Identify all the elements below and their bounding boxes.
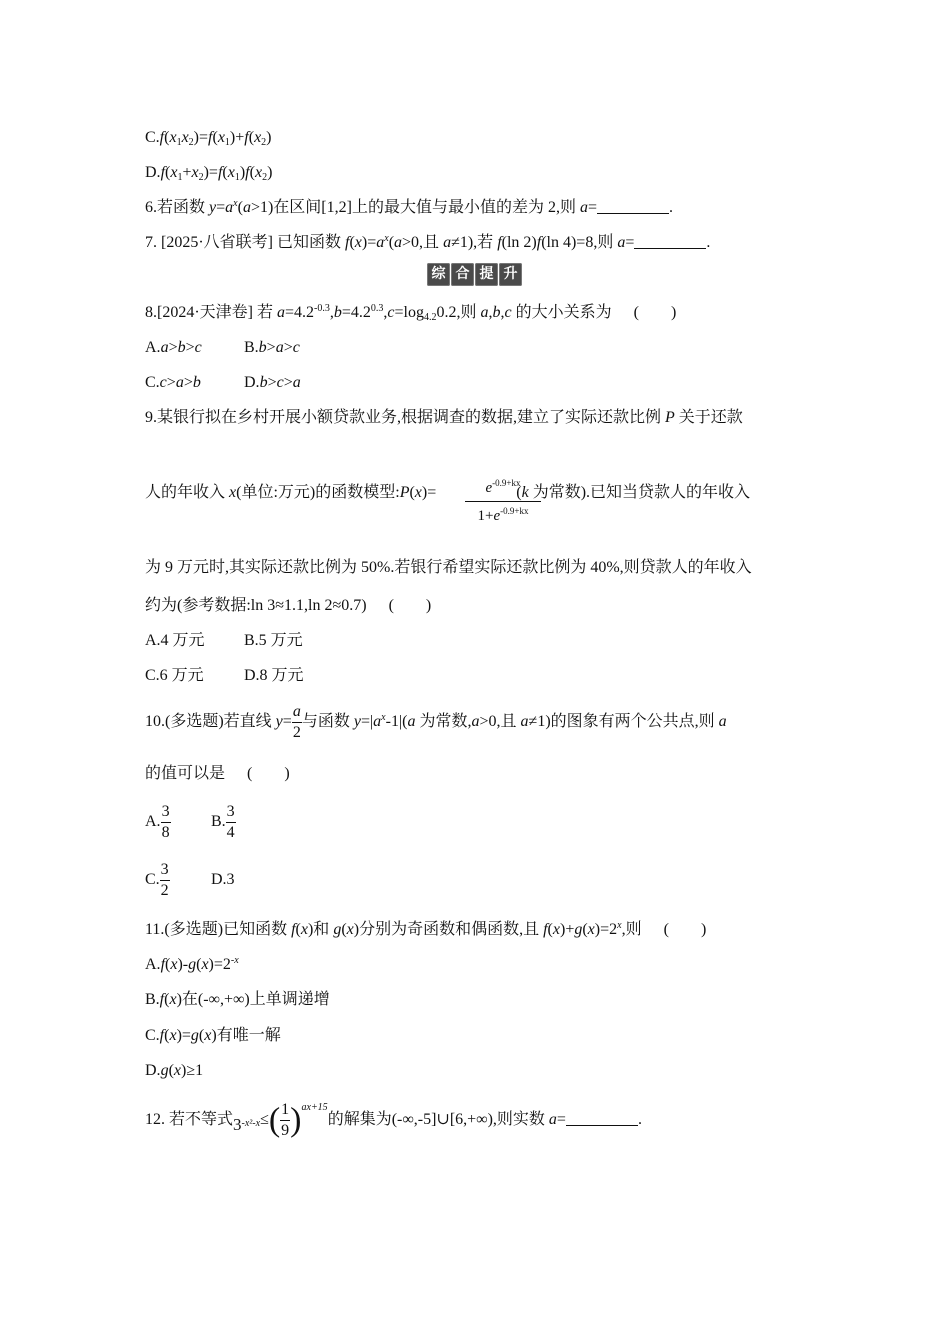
answer-paren[interactable]: ( ) — [247, 765, 290, 782]
q10-option-d[interactable]: D.3 — [211, 871, 235, 888]
answer-paren[interactable]: ( ) — [663, 921, 707, 938]
badge-char: 合 — [451, 263, 474, 286]
question-10-line1: 10.(多选题)若直线 y= $\frac{a}{2}$ 与函数 $y=|a^x-1|(a$ 为常数,a>0,且 a≠1)的图象有两个公共点,则 a — [145, 702, 727, 741]
q5-option-c: $C.f(x_1x_2)=f(x_1)+f(x_2)$ — [145, 129, 272, 148]
question-9-line1: 9.某银行拟在乡村开展小额贷款业务,根据调查的数据,建立了实际还款比例 P 关于还款 — [145, 409, 743, 426]
q11-option-b[interactable]: B.f(x)在(-∞,+∞)上单调递增 — [145, 991, 330, 1008]
q9-option-d[interactable]: D.8 万元 — [244, 667, 304, 684]
q8-option-a[interactable]: A.a>b>c — [145, 339, 202, 356]
q9-model-fraction — [465, 480, 541, 525]
fraction: $\frac{1}{9}$ — [281, 1100, 290, 1139]
q9-option-a[interactable]: A.4 万元 — [145, 632, 205, 649]
question-9-line3: 为 9 万元时,其实际还款比例为 50%.若银行希望实际还款比例为 40%,则贷款人的年收入 — [145, 559, 752, 576]
answer-blank[interactable] — [597, 199, 669, 214]
q10-option-a[interactable]: A. $\frac{3}{8}$ — [145, 802, 170, 841]
q5-option-d: $D.f(x_1+x_2)=f(x_1)f(x_2)$ — [145, 164, 273, 183]
question-11: 11.(多选题)已知函数 f(x)和 g(x)分别为奇函数和偶函数,且 $f(x)+g(x)=2^x$,则 ( ) — [145, 920, 707, 938]
fraction: $\frac{a}{2}$ — [292, 702, 301, 741]
fraction: $\frac{3}{4}$ — [226, 802, 235, 841]
q8-option-c[interactable]: C.c>a>b — [145, 374, 201, 391]
answer-blank[interactable] — [634, 234, 706, 249]
question-10-line2: 的值可以是 ( ) — [145, 765, 290, 782]
q10-options-ab — [145, 800, 236, 844]
q11-option-d[interactable]: D.g(x)≥1 — [145, 1062, 204, 1079]
answer-paren[interactable]: ( ) — [633, 304, 677, 321]
answer-blank[interactable] — [566, 1111, 638, 1126]
q10-options-cd — [145, 858, 235, 902]
q11-option-c[interactable]: C.f(x)=g(x)有唯一解 — [145, 1027, 281, 1044]
q10-option-c[interactable]: C. $\frac{3}{2}$ — [145, 860, 169, 899]
fraction: $\frac{3}{2}$ — [160, 860, 169, 899]
fraction-denominator: $1+e^{-0.9+kx}$ — [477, 506, 529, 524]
q9-option-b[interactable]: B.5 万元 — [244, 632, 303, 649]
question-8: 8.[2024·天津卷] 若 $a=4.2^{-0.3},b=4.2^{0.3},c=\log_{4.2}0.2$,则 a,b,c 的大小关系为 ( ) — [145, 303, 677, 323]
q8-option-d[interactable]: D.b>c>a — [244, 374, 301, 391]
question-9-line4: 约为(参考数据:ln 3≈1.1,ln 2≈0.7) ( ) — [145, 597, 432, 614]
badge-char: 提 — [475, 263, 498, 286]
question-6: 6.若函数 $y=a^x(a>1)$在区间[1,2]上的最大值与最小值的差为 2,则 a= . — [145, 198, 673, 216]
q8-options-cd — [145, 373, 301, 393]
q10-option-b[interactable]: B. $\frac{3}{4}$ — [211, 802, 235, 841]
q9-option-c[interactable]: C.6 万元 — [145, 667, 204, 684]
fraction: $\frac{3}{8}$ — [161, 802, 170, 841]
question-9-line2: 人的年收入 x(单位:万元)的函数模型:P(x)= (k 为常数).已知当贷款人的年收入 — [145, 484, 751, 501]
q9-options-ab — [145, 631, 303, 651]
q8-options-ab — [145, 338, 300, 358]
answer-paren[interactable]: ( ) — [388, 597, 432, 614]
badge-char: 升 — [499, 263, 522, 286]
q11-option-a[interactable]: $A.f(x)-g(x)=2^{-x}$ — [145, 955, 239, 973]
q8-option-b[interactable]: B.b>a>c — [244, 339, 300, 356]
badge-char: 综 — [427, 263, 450, 286]
q9-options-cd — [145, 666, 304, 686]
question-7: 7. [2025·八省联考] 已知函数 $f(x)=a^x(a>0$,且 a≠1),若 f(ln 2)f(ln 4)=8,则 a= . — [145, 233, 711, 251]
question-12: 12. 若不等式$3^{-x^2-x}\le$( $\frac{1}{9}$ )$^{ax+15}$的解集为(-∞,-5]∪[6,+∞),则实数 a= . — [145, 1100, 642, 1139]
fraction-numerator: $e^{-0.9+kx}$ — [465, 480, 541, 502]
section-badge — [427, 263, 522, 286]
